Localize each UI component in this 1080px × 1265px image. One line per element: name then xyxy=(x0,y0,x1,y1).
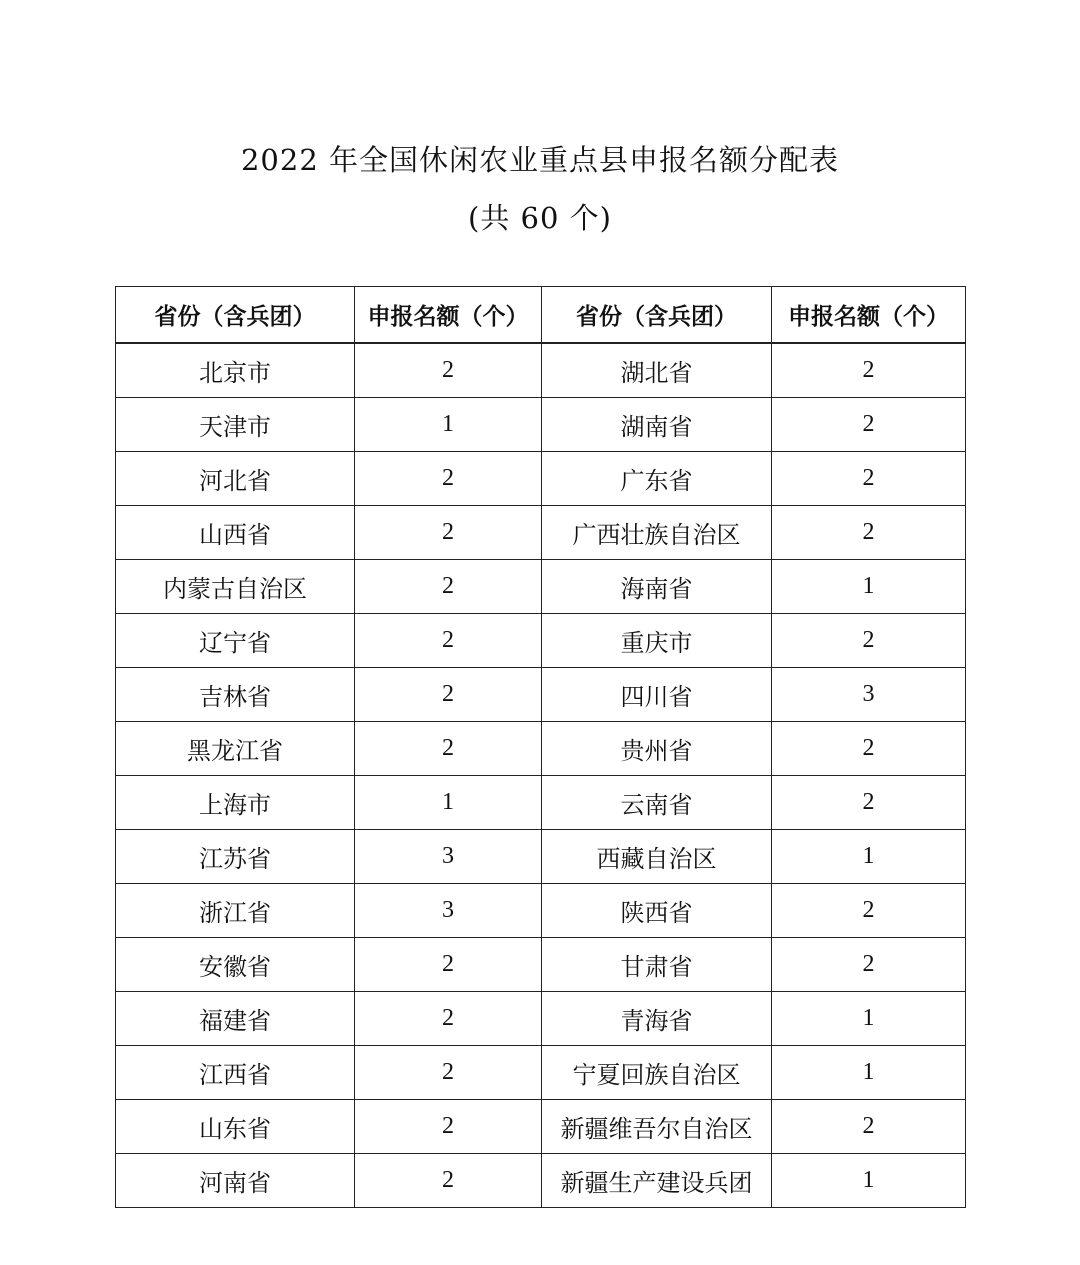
cell-quota-left: 2 xyxy=(355,722,542,776)
cell-province-left: 江苏省 xyxy=(116,830,355,884)
table-row xyxy=(116,722,966,776)
cell-quota-right: 2 xyxy=(772,343,966,398)
cell-quota-left: 2 xyxy=(355,938,542,992)
cell-quota-right: 2 xyxy=(772,938,966,992)
cell-quota-right: 2 xyxy=(772,1100,966,1154)
cell-quota-left: 2 xyxy=(355,560,542,614)
cell-province-right: 新疆生产建设兵团 xyxy=(542,1154,772,1208)
table-row xyxy=(116,343,966,398)
cell-province-right: 四川省 xyxy=(542,668,772,722)
cell-quota-left: 3 xyxy=(355,884,542,938)
cell-quota-right: 2 xyxy=(772,506,966,560)
cell-quota-right: 2 xyxy=(772,398,966,452)
cell-quota-left: 2 xyxy=(355,343,542,398)
cell-province-right: 云南省 xyxy=(542,776,772,830)
cell-quota-right: 2 xyxy=(772,722,966,776)
table-row xyxy=(116,668,966,722)
cell-province-right: 海南省 xyxy=(542,560,772,614)
table-row xyxy=(116,506,966,560)
cell-province-left: 辽宁省 xyxy=(116,614,355,668)
cell-quota-right: 1 xyxy=(772,1046,966,1100)
document-subtitle: (共 60 个) xyxy=(468,201,612,235)
cell-quota-right: 1 xyxy=(772,992,966,1046)
table-row xyxy=(116,830,966,884)
cell-quota-right: 2 xyxy=(772,452,966,506)
cell-province-right: 重庆市 xyxy=(542,614,772,668)
document-title: 2022 年全国休闲农业重点县申报名额分配表 xyxy=(240,143,840,177)
cell-province-right: 湖南省 xyxy=(542,398,772,452)
cell-quota-left: 2 xyxy=(355,452,542,506)
cell-quota-right: 2 xyxy=(772,776,966,830)
cell-province-right: 甘肃省 xyxy=(542,938,772,992)
table-row xyxy=(116,776,966,830)
cell-province-left: 上海市 xyxy=(116,776,355,830)
header-quota-left: 申报名额（个） xyxy=(355,287,542,344)
table-row xyxy=(116,1100,966,1154)
cell-province-right: 西藏自治区 xyxy=(542,830,772,884)
cell-province-right: 青海省 xyxy=(542,992,772,1046)
cell-quota-left: 1 xyxy=(355,776,542,830)
cell-quota-left: 2 xyxy=(355,1100,542,1154)
cell-province-left: 浙江省 xyxy=(116,884,355,938)
cell-province-left: 北京市 xyxy=(116,343,355,398)
cell-province-right: 贵州省 xyxy=(542,722,772,776)
table-body xyxy=(116,343,966,1208)
cell-quota-left: 2 xyxy=(355,668,542,722)
table-row xyxy=(116,452,966,506)
cell-province-right: 广西壮族自治区 xyxy=(542,506,772,560)
cell-province-right: 陕西省 xyxy=(542,884,772,938)
cell-province-left: 黑龙江省 xyxy=(116,722,355,776)
cell-quota-left: 3 xyxy=(355,830,542,884)
table-row xyxy=(116,1154,966,1208)
header-province-right: 省份（含兵团） xyxy=(542,287,772,344)
cell-province-left: 山西省 xyxy=(116,506,355,560)
cell-quota-left: 2 xyxy=(355,1046,542,1100)
cell-province-left: 天津市 xyxy=(116,398,355,452)
table-row xyxy=(116,560,966,614)
cell-quota-left: 2 xyxy=(355,1154,542,1208)
cell-province-right: 新疆维吾尔自治区 xyxy=(542,1100,772,1154)
cell-province-left: 吉林省 xyxy=(116,668,355,722)
table-row xyxy=(116,1046,966,1100)
cell-quota-right: 1 xyxy=(772,830,966,884)
cell-province-left: 河南省 xyxy=(116,1154,355,1208)
cell-quota-left: 2 xyxy=(355,614,542,668)
cell-quota-left: 1 xyxy=(355,398,542,452)
header-quota-right: 申报名额（个） xyxy=(772,287,966,344)
table-header-row xyxy=(116,287,966,344)
table-row xyxy=(116,992,966,1046)
header-province-left: 省份（含兵团） xyxy=(116,287,355,344)
quota-table xyxy=(115,286,966,1208)
cell-quota-right: 3 xyxy=(772,668,966,722)
cell-province-right: 湖北省 xyxy=(542,343,772,398)
cell-quota-right: 2 xyxy=(772,884,966,938)
cell-province-right: 宁夏回族自治区 xyxy=(542,1046,772,1100)
table-row xyxy=(116,938,966,992)
cell-quota-left: 2 xyxy=(355,992,542,1046)
table-row xyxy=(116,398,966,452)
cell-quota-right: 2 xyxy=(772,614,966,668)
cell-quota-right: 1 xyxy=(772,560,966,614)
cell-province-left: 安徽省 xyxy=(116,938,355,992)
cell-province-left: 福建省 xyxy=(116,992,355,1046)
cell-province-left: 江西省 xyxy=(116,1046,355,1100)
cell-province-left: 河北省 xyxy=(116,452,355,506)
cell-province-left: 山东省 xyxy=(116,1100,355,1154)
cell-province-left: 内蒙古自治区 xyxy=(116,560,355,614)
table-row xyxy=(116,884,966,938)
cell-province-right: 广东省 xyxy=(542,452,772,506)
cell-quota-left: 2 xyxy=(355,506,542,560)
cell-quota-right: 1 xyxy=(772,1154,966,1208)
table-row xyxy=(116,614,966,668)
